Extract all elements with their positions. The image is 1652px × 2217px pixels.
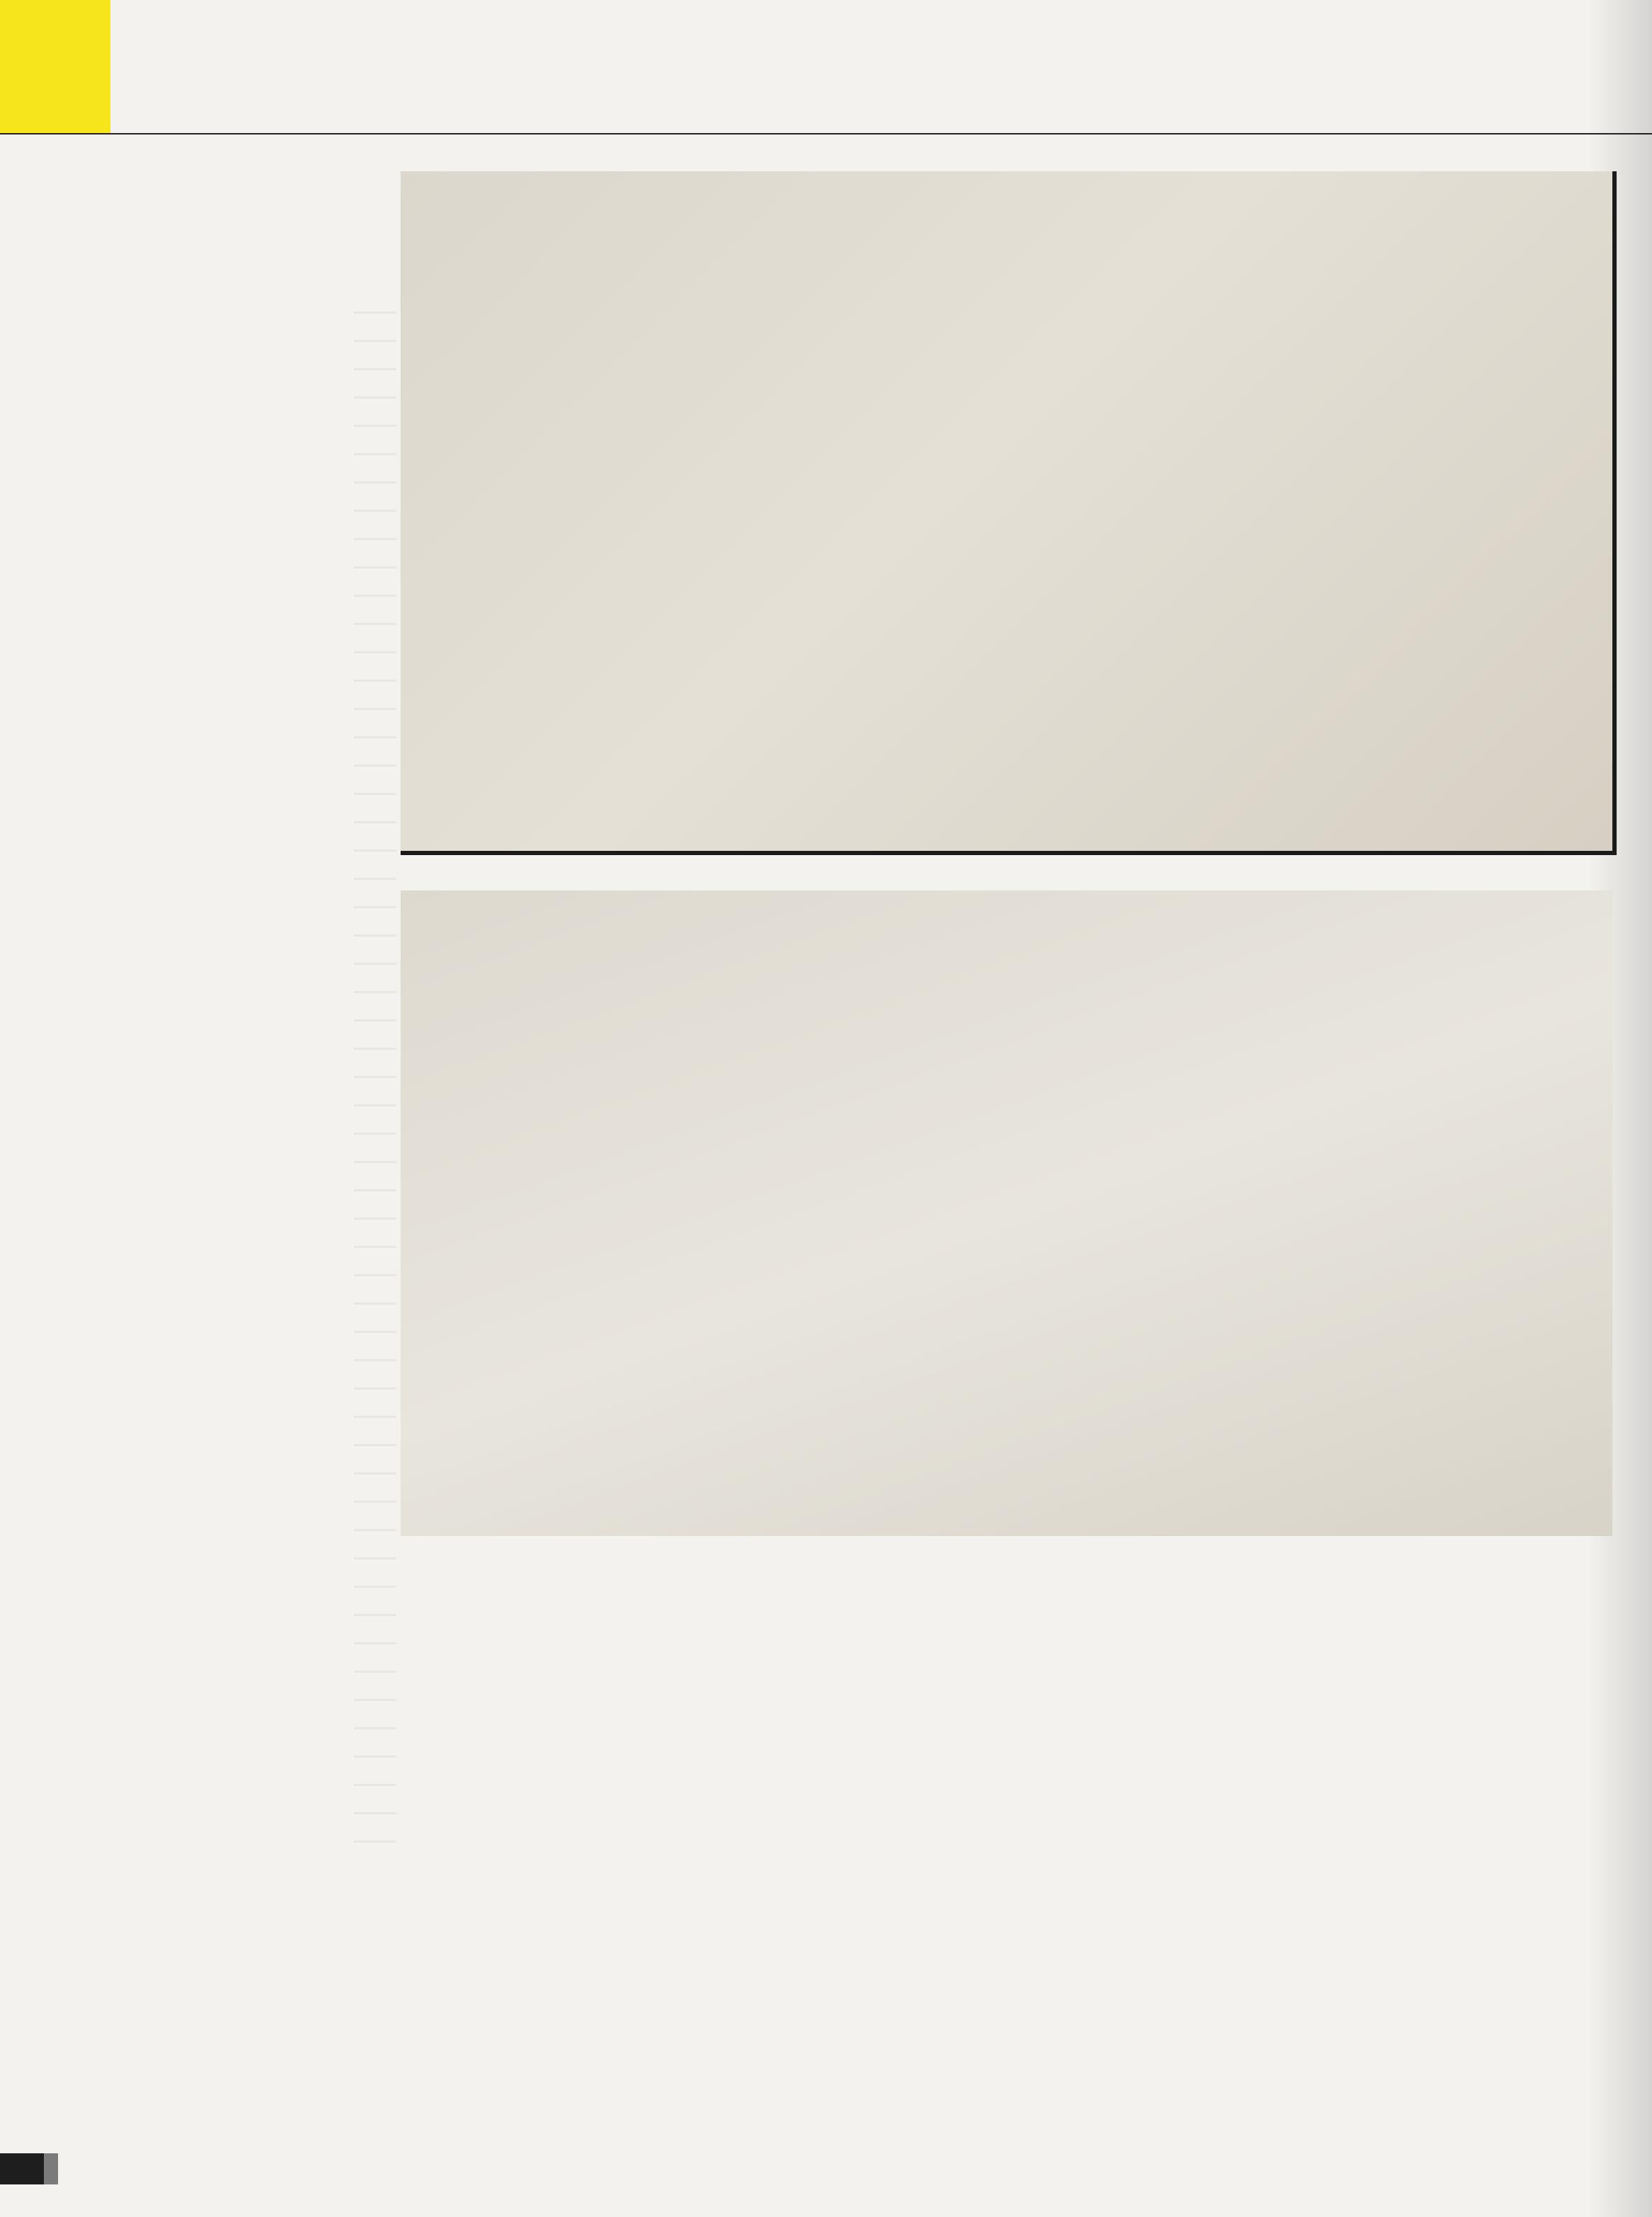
- magazine-issue: [44, 2153, 58, 2184]
- scan-emended-page: [401, 890, 1612, 1536]
- show-through-texture: [354, 311, 396, 1869]
- section-color-tab: [0, 0, 110, 133]
- page-number: [0, 2153, 44, 2184]
- page-footer: [0, 2153, 58, 2184]
- scan-text-block: [459, 961, 1591, 1004]
- header-rule: [0, 133, 1652, 134]
- scan-line-with-note: [459, 961, 1591, 1004]
- scan-intact-page: [401, 171, 1617, 855]
